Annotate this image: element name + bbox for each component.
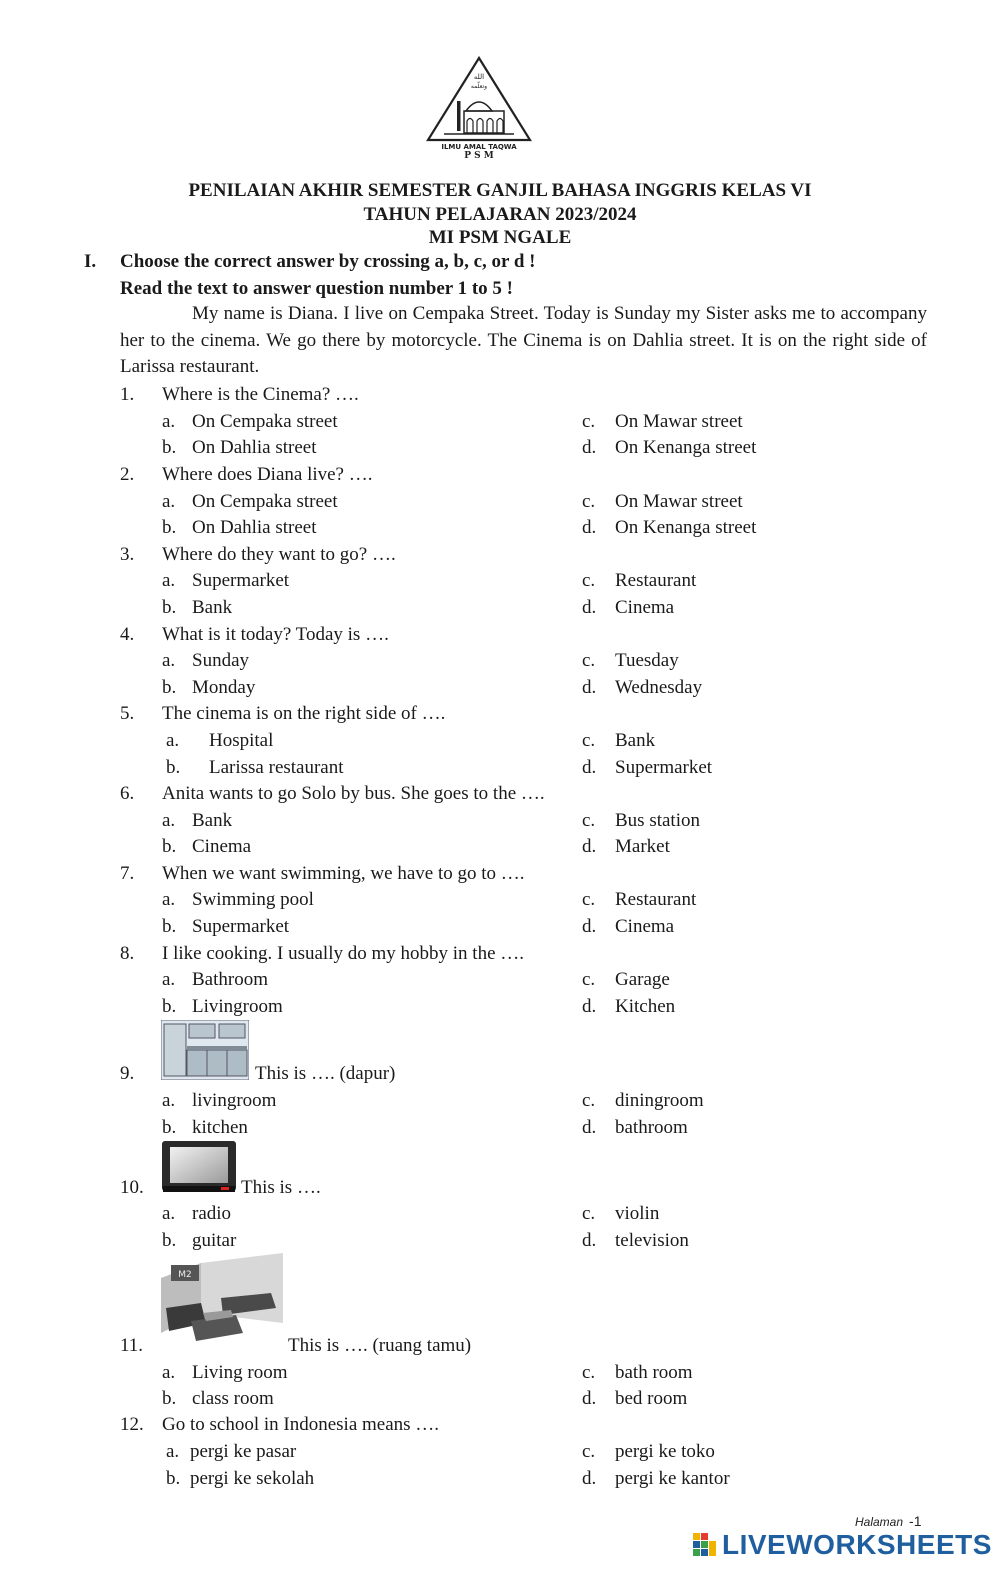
answer-option[interactable]: Sunday bbox=[192, 650, 249, 671]
answer-option[interactable]: Living room bbox=[192, 1362, 288, 1383]
answer-option[interactable]: Monday bbox=[192, 677, 256, 698]
option-letter[interactable]: a. bbox=[162, 889, 176, 910]
question-text: This is …. (ruang tamu) bbox=[288, 1335, 472, 1356]
answer-option[interactable]: Supermarket bbox=[615, 757, 713, 778]
living-room-picture bbox=[161, 1253, 283, 1343]
option-letter[interactable]: b. bbox=[162, 597, 177, 618]
option-letter[interactable]: a. bbox=[162, 1090, 176, 1111]
answer-option[interactable]: On Dahlia street bbox=[192, 437, 317, 458]
answer-option[interactable]: Cinema bbox=[192, 836, 252, 857]
answer-option[interactable]: pergi ke kantor bbox=[615, 1468, 730, 1489]
answer-option[interactable]: guitar bbox=[192, 1230, 237, 1251]
answer-option[interactable]: Wednesday bbox=[615, 677, 703, 698]
answer-option[interactable]: Bank bbox=[615, 730, 656, 751]
reading-passage: My name is Diana. I live on Cempaka Street. Today is Sunday my Sister asks me to accompany her to the cinema. We go there by motorcycle. The Cinema is on Dahlia street. It is on the right side of Larissa restaurant. bbox=[120, 303, 927, 377]
answer-option[interactable]: Tuesday bbox=[615, 650, 679, 671]
option-letter[interactable]: b. bbox=[162, 437, 177, 458]
answer-option[interactable]: Livingroom bbox=[192, 996, 283, 1017]
option-letter[interactable]: b. bbox=[162, 836, 177, 857]
question-number: 2. bbox=[120, 464, 135, 485]
option-letter[interactable]: c. bbox=[582, 810, 596, 831]
question-text: This is …. bbox=[241, 1177, 321, 1198]
answer-option[interactable]: bathroom bbox=[615, 1117, 688, 1138]
question-number: 1. bbox=[120, 384, 135, 405]
television-picture bbox=[161, 1140, 237, 1195]
option-letter[interactable]: c. bbox=[582, 1441, 596, 1462]
question-text: What is it today? Today is …. bbox=[162, 624, 389, 645]
answer-option[interactable]: On Cempaka street bbox=[192, 411, 338, 432]
option-letter[interactable]: c. bbox=[582, 1203, 596, 1224]
option-letter[interactable]: c. bbox=[582, 650, 596, 671]
liveworksheets-logo bbox=[692, 1525, 992, 1565]
svg-text:M2: M2 bbox=[178, 1270, 192, 1280]
answer-option[interactable]: On Dahlia street bbox=[192, 517, 317, 538]
option-letter[interactable]: a. bbox=[162, 1203, 176, 1224]
option-letter[interactable]: b. bbox=[162, 1117, 177, 1138]
answer-option[interactable]: kitchen bbox=[192, 1117, 248, 1138]
option-letter[interactable]: a. bbox=[162, 650, 176, 671]
option-letter[interactable]: d. bbox=[582, 757, 597, 778]
option-letter[interactable]: a. bbox=[162, 1362, 176, 1383]
option-letter[interactable]: d. bbox=[582, 1117, 597, 1138]
option-letter[interactable]: d. bbox=[582, 916, 597, 937]
answer-option[interactable]: On Kenanga street bbox=[615, 437, 757, 458]
answer-option[interactable]: Supermarket bbox=[192, 570, 290, 591]
option-letter[interactable]: a. bbox=[162, 810, 176, 831]
question-text: Go to school in Indonesia means …. bbox=[162, 1414, 440, 1435]
answer-option[interactable]: violin bbox=[615, 1203, 660, 1224]
option-letter[interactable]: a. bbox=[166, 730, 180, 751]
question-text: Where does Diana live? …. bbox=[162, 464, 373, 485]
answer-option[interactable]: Supermarket bbox=[192, 916, 290, 937]
option-letter[interactable]: c. bbox=[582, 969, 596, 990]
logo-caption-1: ILMU AMAL TAQWA bbox=[441, 143, 517, 151]
question-text: Anita wants to go Solo by bus. She goes to the …. bbox=[162, 783, 545, 804]
kitchen-picture bbox=[161, 1020, 249, 1080]
logo-caption-2: P S M bbox=[464, 151, 494, 160]
option-letter[interactable]: d. bbox=[582, 1388, 597, 1409]
option-letter[interactable]: b. bbox=[166, 1468, 181, 1489]
question-text: Where do they want to go? …. bbox=[162, 544, 396, 565]
question-number: 8. bbox=[120, 943, 135, 964]
answer-option[interactable]: On Kenanga street bbox=[615, 517, 757, 538]
answer-option[interactable]: Bank bbox=[192, 597, 233, 618]
option-letter[interactable]: b. bbox=[162, 677, 177, 698]
answer-option[interactable]: On Mawar street bbox=[615, 491, 743, 512]
option-letter[interactable]: d. bbox=[582, 1230, 597, 1251]
svg-text:الله: الله bbox=[473, 73, 485, 81]
answer-option[interactable]: Kitchen bbox=[615, 996, 676, 1017]
question-text: Where is the Cinema? …. bbox=[162, 384, 359, 405]
option-letter[interactable]: b. bbox=[162, 1388, 177, 1409]
option-letter[interactable]: c. bbox=[582, 491, 596, 512]
option-letter[interactable]: b. bbox=[162, 1230, 177, 1251]
school-logo bbox=[424, 55, 534, 160]
option-letter[interactable]: d. bbox=[582, 996, 597, 1017]
option-letter[interactable]: b. bbox=[166, 757, 181, 778]
academic-year: TAHUN PELAJARAN 2023/2024 bbox=[363, 204, 637, 225]
option-letter[interactable]: b. bbox=[162, 517, 177, 538]
answer-option[interactable]: Cinema bbox=[615, 597, 675, 618]
option-letter[interactable]: c. bbox=[582, 1090, 596, 1111]
answer-option[interactable]: television bbox=[615, 1230, 689, 1251]
option-letter[interactable]: c. bbox=[582, 730, 596, 751]
option-letter[interactable]: b. bbox=[162, 916, 177, 937]
answer-option[interactable]: Hospital bbox=[209, 730, 274, 751]
answer-option[interactable]: pergi ke sekolah bbox=[190, 1468, 315, 1489]
reading-instruction: Read the text to answer question number 1 to 5 ! bbox=[120, 278, 514, 299]
question-text: When we want swimming, we have to go to …. bbox=[162, 863, 525, 884]
page-number: -1 bbox=[909, 1513, 922, 1529]
question-number: 6. bbox=[120, 783, 135, 804]
option-letter[interactable]: d. bbox=[582, 517, 597, 538]
answer-option[interactable]: On Cempaka street bbox=[192, 491, 338, 512]
option-letter[interactable]: c. bbox=[582, 889, 596, 910]
answer-option[interactable]: Bank bbox=[192, 810, 233, 831]
answer-option[interactable]: Bathroom bbox=[192, 969, 268, 990]
question-number: 12. bbox=[120, 1414, 144, 1435]
answer-option[interactable]: bed room bbox=[615, 1388, 688, 1409]
svg-text:وتعلّمه: وتعلّمه bbox=[470, 83, 488, 90]
section-instruction: Choose the correct answer by crossing a, b, c, or d ! bbox=[120, 251, 536, 272]
option-letter[interactable]: a. bbox=[162, 411, 176, 432]
answer-option[interactable]: livingroom bbox=[192, 1090, 277, 1111]
option-letter[interactable]: d. bbox=[582, 836, 597, 857]
option-letter[interactable]: c. bbox=[582, 1362, 596, 1383]
school-name: MI PSM NGALE bbox=[428, 227, 572, 248]
option-letter[interactable]: a. bbox=[162, 969, 176, 990]
section-number: I. bbox=[84, 251, 97, 272]
answer-option[interactable]: Swimming pool bbox=[192, 889, 314, 910]
option-letter[interactable]: d. bbox=[582, 437, 597, 458]
exam-title: PENILAIAN AKHIR SEMESTER GANJIL BAHASA INGGRIS KELAS VI bbox=[188, 180, 812, 201]
question-text: The cinema is on the right side of …. bbox=[162, 703, 446, 724]
question-number: 5. bbox=[120, 703, 135, 724]
option-letter[interactable]: d. bbox=[582, 1468, 597, 1489]
answer-option[interactable]: Cinema bbox=[615, 916, 675, 937]
page-label: Halaman bbox=[855, 1515, 904, 1529]
answer-option[interactable]: Restaurant bbox=[615, 889, 697, 910]
option-letter[interactable]: a. bbox=[162, 491, 176, 512]
liveworksheets-brand: LIVEWORKSHEETS bbox=[722, 1529, 992, 1560]
question-text: This is …. (dapur) bbox=[255, 1063, 396, 1084]
liveworksheets-icon bbox=[692, 1532, 718, 1558]
answer-option[interactable]: class room bbox=[192, 1388, 274, 1409]
option-letter[interactable]: b. bbox=[162, 996, 177, 1017]
question-number: 4. bbox=[120, 624, 135, 645]
answer-option[interactable]: Bus station bbox=[615, 810, 700, 831]
question-text: I like cooking. I usually do my hobby in the …. bbox=[162, 943, 525, 964]
answer-option[interactable]: diningroom bbox=[615, 1090, 704, 1111]
question-number: 11. bbox=[120, 1335, 144, 1356]
option-letter[interactable]: d. bbox=[582, 597, 597, 618]
answer-option[interactable]: Larissa restaurant bbox=[209, 757, 344, 778]
option-letter[interactable]: a. bbox=[166, 1441, 180, 1462]
option-letter[interactable]: c. bbox=[582, 411, 596, 432]
question-number: 3. bbox=[120, 544, 135, 565]
question-number: 10. bbox=[120, 1177, 144, 1198]
answer-option[interactable]: radio bbox=[192, 1203, 232, 1224]
option-letter[interactable]: a. bbox=[162, 570, 176, 591]
option-letter[interactable]: c. bbox=[582, 570, 596, 591]
question-number: 7. bbox=[120, 863, 135, 884]
question-number: 9. bbox=[120, 1063, 135, 1084]
answer-option[interactable]: Market bbox=[615, 836, 670, 857]
answer-option[interactable]: Garage bbox=[615, 969, 670, 990]
answer-option[interactable]: Restaurant bbox=[615, 570, 697, 591]
option-letter[interactable]: d. bbox=[582, 677, 597, 698]
answer-option[interactable]: pergi ke toko bbox=[615, 1441, 715, 1462]
answer-option[interactable]: bath room bbox=[615, 1362, 693, 1383]
answer-option[interactable]: On Mawar street bbox=[615, 411, 743, 432]
answer-option[interactable]: pergi ke pasar bbox=[190, 1441, 297, 1462]
